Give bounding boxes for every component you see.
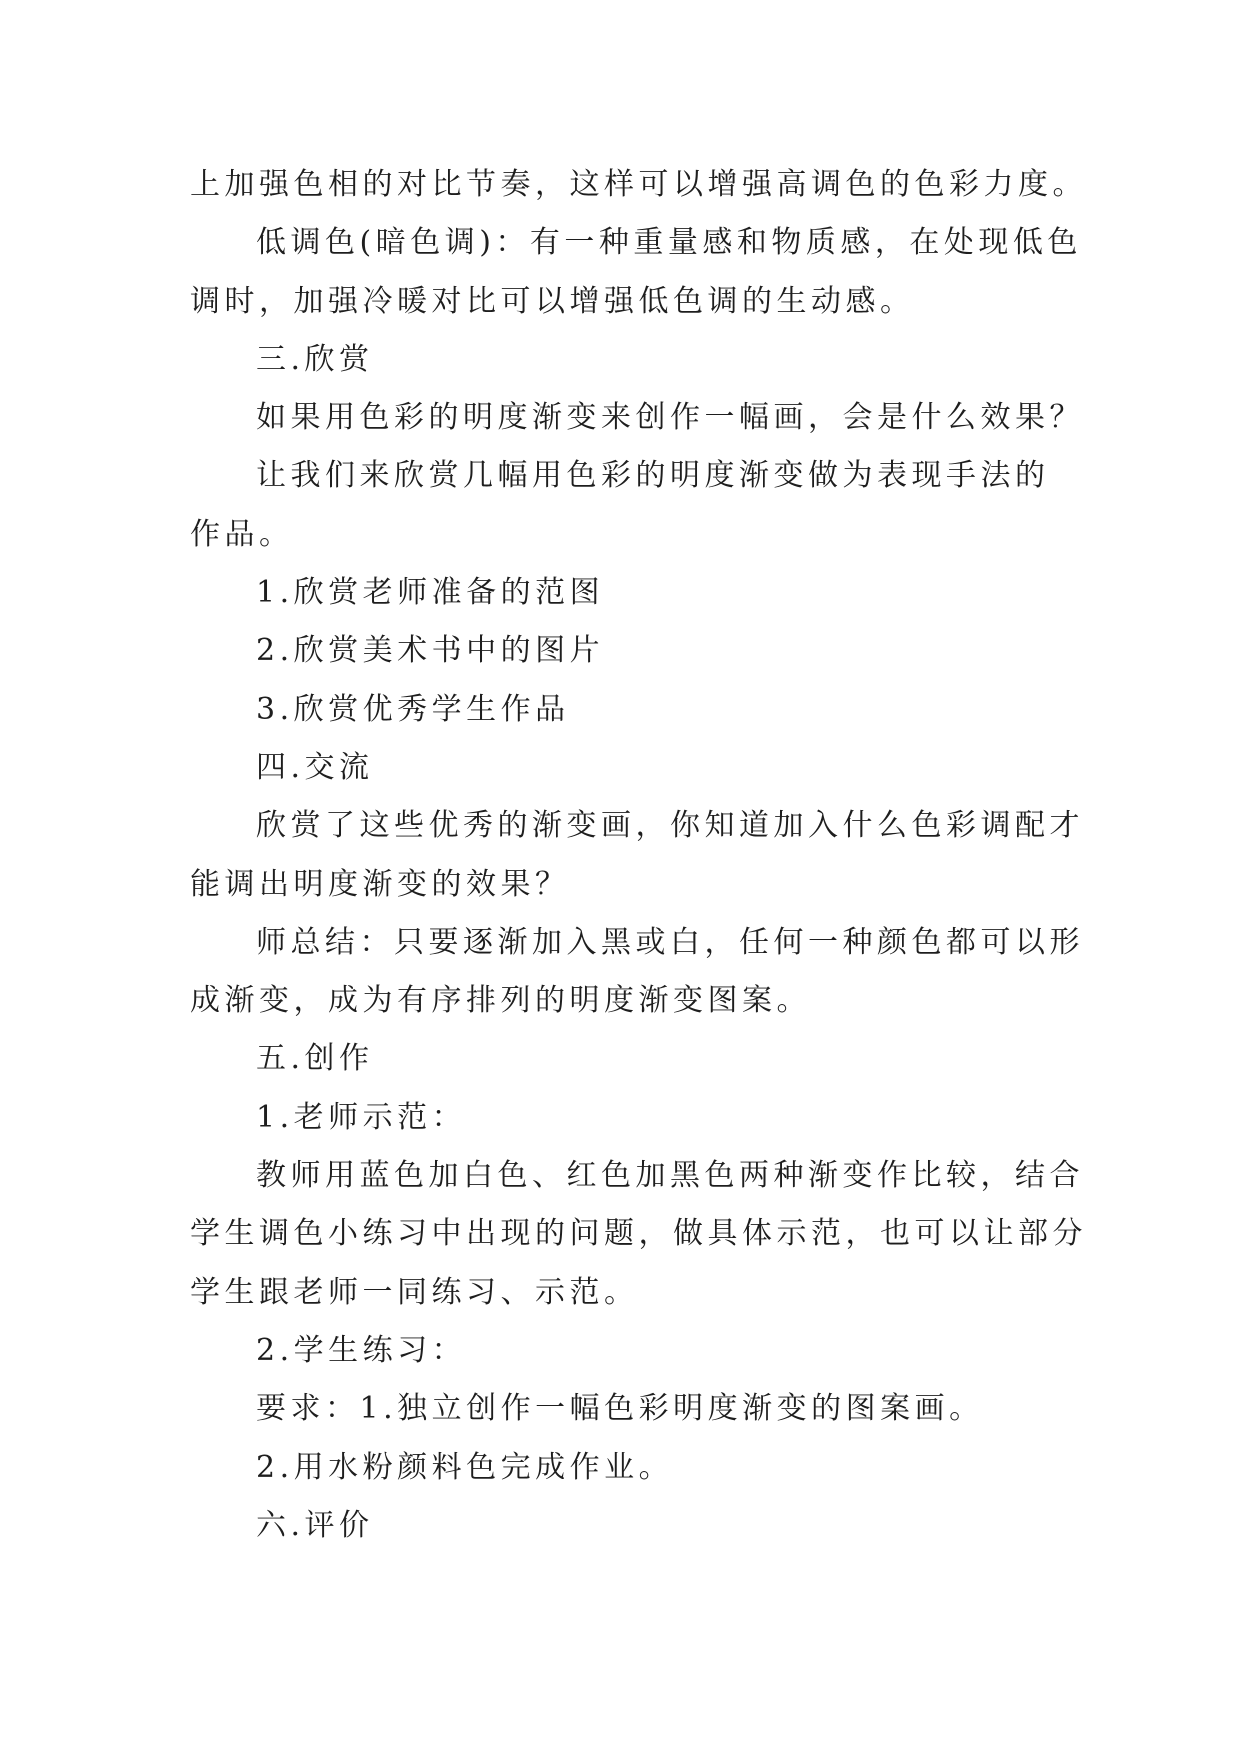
paragraph-line: 学生跟老师一同练习、示范。 [190, 1274, 639, 1310]
paragraph-line: 师总结：只要逐渐加入黑或白，任何一种颜色都可以形 [256, 924, 1084, 960]
paragraph-line: 学生调色小练习中出现的问题，做具体示范，也可以让部分 [190, 1216, 1087, 1252]
list-item: 1.老师示范： [256, 1099, 467, 1135]
section-heading: 五.创作 [256, 1041, 374, 1077]
paragraph-line: 调时，加强冷暖对比可以增强低色调的生动感。 [190, 283, 915, 319]
list-item: 2.学生练习： [256, 1332, 467, 1368]
section-heading: 四.交流 [256, 749, 374, 785]
paragraph-line: 2.用水粉颜料色完成作业。 [256, 1449, 674, 1485]
paragraph-line: 欣赏了这些优秀的渐变画，你知道加入什么色彩调配才 [256, 808, 1084, 844]
paragraph-line: 让我们来欣赏几幅用色彩的明度渐变做为表现手法的 [256, 458, 1050, 494]
list-item: 3.欣赏优秀学生作品 [256, 691, 570, 727]
paragraph-line: 上加强色相的对比节奏，这样可以增强高调色的色彩力度。 [190, 167, 1087, 202]
section-heading: 六.评价 [256, 1507, 374, 1543]
paragraph-line: 能调出明度渐变的效果？ [190, 866, 570, 902]
paragraph-line: 低调色(暗色调)：有一种重量感和物质感，在处现低色 [256, 225, 1082, 261]
paragraph-line: 成渐变，成为有序排列的明度渐变图案。 [190, 983, 811, 1019]
list-item: 1.欣赏老师准备的范图 [256, 575, 605, 611]
paragraph-line: 教师用蓝色加白色、红色加黑色两种渐变作比较，结合 [256, 1158, 1084, 1194]
paragraph-line: 要求：1.独立创作一幅色彩明度渐变的图案画。 [256, 1391, 984, 1427]
paragraph-line: 如果用色彩的明度渐变来创作一幅画，会是什么效果？ [256, 400, 1084, 436]
list-item: 2.欣赏美术书中的图片 [256, 633, 605, 669]
paragraph-line: 作品。 [190, 516, 294, 552]
section-heading: 三.欣赏 [256, 341, 374, 377]
document-body [190, 156, 1087, 1555]
